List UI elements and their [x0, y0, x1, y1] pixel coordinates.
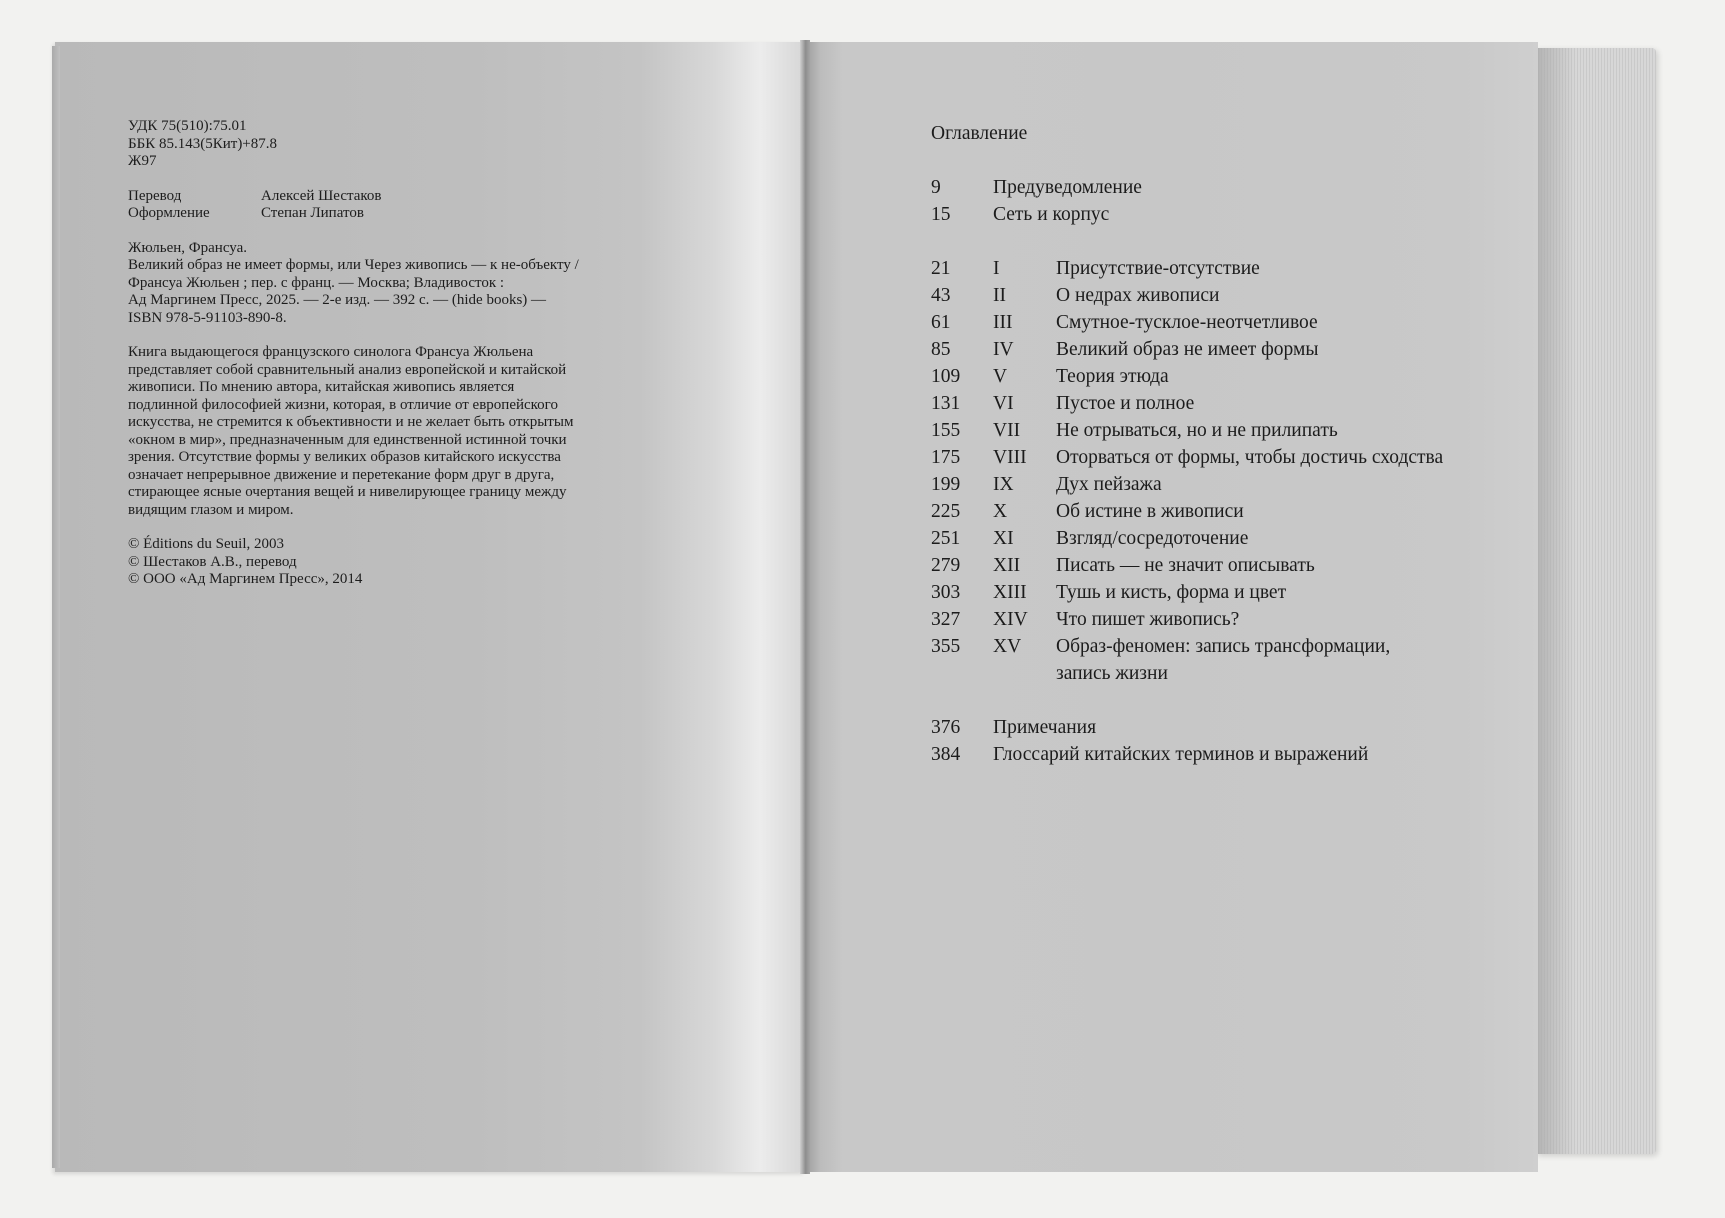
toc-entry-title: Оторваться от формы, чтобы достичь сходства [1056, 447, 1444, 468]
toc-entry-title: Не отрываться, но и не прилипать [1056, 420, 1338, 441]
toc-chapter-number: X [993, 501, 1008, 522]
toc-chapter-entry[interactable] [931, 552, 1491, 579]
text-line: © Шестаков А.В., перевод [128, 553, 297, 570]
toc-chapter-entry[interactable] [931, 282, 1491, 309]
text-line: Франсуа Жюльен ; пер. с франц. — Москва; Владивосток : [128, 274, 505, 291]
annotation [128, 344, 648, 519]
toc-page-number: 43 [931, 285, 951, 306]
book-gutter [800, 40, 810, 1174]
toc-chapter-entry[interactable] [931, 579, 1491, 606]
toc-chapter-number: III [993, 312, 1013, 333]
toc-entry-title: Предуведомление [993, 177, 1142, 198]
toc-chapter-entry[interactable] [931, 309, 1491, 336]
credit-name: Степан Липатов [261, 205, 364, 221]
toc-spacer [931, 228, 1491, 255]
text-line: подлинной философией жизни, которая, в отличие от европейского [128, 396, 558, 413]
toc-heading: Оглавление [931, 123, 1028, 144]
toc-chapter-number: VI [993, 393, 1014, 414]
bbk-code: ББК 85.143(5Кит)+87.8 [128, 135, 278, 152]
credits [128, 188, 648, 223]
text-line: Жюльен, Франсуа. [128, 239, 247, 256]
toc-title-continuation: запись жизни [1056, 663, 1168, 684]
toc-chapter-entry[interactable] [931, 255, 1491, 282]
toc-entry-title: Присутствие-отсутствие [1056, 258, 1260, 279]
toc-chapter-number: II [993, 285, 1006, 306]
toc-page-number: 327 [931, 609, 961, 630]
toc-chapter-number: V [993, 366, 1008, 387]
toc-page-number: 376 [931, 717, 961, 738]
toc-entry-title: Писать — не значит описывать [1056, 555, 1315, 576]
toc-entry-title: Великий образ не имеет формы [1056, 339, 1319, 360]
toc-chapter-entry[interactable] [931, 633, 1491, 660]
toc-page-number: 155 [931, 420, 961, 441]
udk-code: УДК 75(510):75.01 [128, 118, 247, 134]
toc-entry-title: Что пишет живопись? [1056, 609, 1240, 630]
text-line: © Éditions du Seuil, 2003 [128, 536, 284, 552]
toc-chapter-entry[interactable] [931, 417, 1491, 444]
text-line: искусства, не стремится к объективности и не желает быть открытым [128, 414, 574, 430]
toc-chapter-number: XII [993, 555, 1021, 576]
toc-chapter-number: XIII [993, 582, 1027, 603]
toc-front-matter [931, 174, 1491, 228]
toc-entry-title: Сеть и корпус [993, 204, 1110, 225]
page-block-shadow [1536, 48, 1576, 1154]
toc-chapter-entry[interactable] [931, 390, 1491, 417]
toc-entry-title: Пустое и полное [1056, 393, 1195, 414]
toc-entry-title: Образ-феномен: запись трансформации, [1056, 636, 1391, 657]
toc-page-number: 61 [931, 312, 951, 333]
credit-row [128, 205, 648, 223]
toc-spacer [931, 687, 1491, 714]
toc-page-number: 109 [931, 366, 961, 387]
toc-chapter-entry[interactable] [931, 525, 1491, 552]
toc-page-number: 251 [931, 528, 961, 549]
toc-entry-title: О недрах живописи [1056, 285, 1220, 306]
toc-page-number: 303 [931, 582, 961, 603]
text-line: Ад Маргинем Пресс, 2025. — 2-е изд. — 392 с. — (hide books) — [128, 292, 547, 308]
credit-name: Алексей Шестаков [261, 187, 382, 204]
toc-chapter-number: IV [993, 339, 1014, 360]
author-mark: Ж97 [128, 153, 157, 169]
toc-entry-title: Глоссарий китайских терминов и выражений [993, 744, 1369, 765]
toc-entry-title: Дух пейзажа [1056, 474, 1162, 495]
toc-entry[interactable] [931, 714, 1491, 741]
credit-role: Оформление [128, 205, 210, 221]
toc-entry[interactable] [931, 201, 1491, 228]
toc-chapter-entry[interactable] [931, 471, 1491, 498]
toc-entry-title: Смутное-тусклое-неотчетливое [1056, 312, 1318, 333]
toc-entry-title: Взгляд/сосредоточение [1056, 528, 1249, 549]
toc-entry-title: Примечания [993, 717, 1097, 738]
toc-page-number: 85 [931, 339, 951, 360]
toc-chapter-number: VII [993, 420, 1021, 441]
text-line: ISBN 978-5-91103-890-8. [128, 309, 287, 326]
text-line: видящим глазом и миром. [128, 501, 294, 518]
toc-page-number: 279 [931, 555, 961, 576]
toc-chapter-number: XIV [993, 609, 1028, 630]
credit-row [128, 188, 648, 206]
toc-entry[interactable] [931, 741, 1491, 768]
toc-page-number: 9 [931, 177, 941, 198]
toc-page-number: 355 [931, 636, 961, 657]
text-line: стирающее ясные очертания вещей и нивелирующее границу между [128, 484, 567, 500]
toc-page-number: 131 [931, 393, 961, 414]
toc-entry[interactable] [931, 174, 1491, 201]
toc-entry-title: Тушь и кисть, форма и цвет [1056, 582, 1287, 603]
toc-page-number: 175 [931, 447, 961, 468]
toc-page-number: 225 [931, 501, 961, 522]
toc-page-number: 384 [931, 744, 961, 765]
toc-chapter-entry[interactable] [931, 363, 1491, 390]
toc-chapter-number: VIII [993, 447, 1027, 468]
toc-page-number: 21 [931, 258, 951, 279]
text-line: зрения. Отсутствие формы у великих образов китайского искусства [128, 449, 561, 465]
text-line: Великий образ не имеет формы, или Через живопись — к не-объекту / [128, 257, 579, 273]
toc-chapter-entry[interactable] [931, 444, 1491, 471]
bibliographic-record [128, 240, 648, 328]
copyright-notice [128, 536, 648, 589]
toc-chapter-entry[interactable] [931, 606, 1491, 633]
toc-chapter-number: I [993, 258, 1000, 279]
toc-entry-title: Теория этюда [1056, 366, 1169, 387]
toc-entry-title: Об истине в живописи [1056, 501, 1244, 522]
toc-back-matter [931, 714, 1491, 768]
toc-chapter-entry[interactable] [931, 336, 1491, 363]
toc-page-number: 199 [931, 474, 961, 495]
toc-chapter-number: XI [993, 528, 1014, 549]
toc-chapter-number: IX [993, 474, 1014, 495]
text-line: представляет собой сравнительный анализ европейской и китайской [128, 361, 567, 378]
imprint-text [128, 118, 648, 589]
text-line: живописи. По мнению автора, китайская живопись является [128, 379, 515, 395]
table-of-contents [931, 120, 1491, 768]
toc-chapter-number: XV [993, 636, 1022, 657]
toc-page-number: 15 [931, 204, 951, 225]
toc-chapters [931, 255, 1491, 687]
text-line: Книга выдающегося французского синолога Франсуа Жюльена [128, 344, 534, 360]
text-line: означает непрерывное движение и перетекание форм друг в друга, [128, 466, 555, 483]
text-line: «окном в мир», предназначенным для единственной истинной точки [128, 431, 567, 448]
text-line: © ООО «Ад Маргинем Пресс», 2014 [128, 571, 363, 587]
credit-role: Перевод [128, 187, 182, 204]
toc-chapter-entry[interactable] [931, 498, 1491, 525]
